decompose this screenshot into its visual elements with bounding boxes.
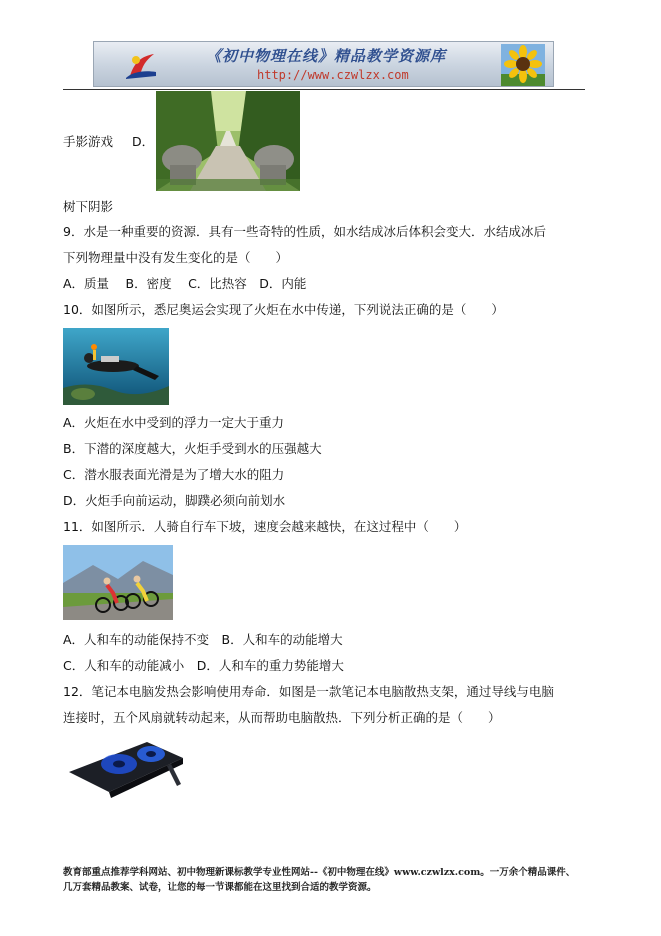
q10-stem: 10．如图所示，悉尼奥运会实现了火炬在水中传递，下列说法正确的是（ ） xyxy=(63,302,504,317)
laptop-cooling-pad-photo xyxy=(63,736,187,798)
footer-line-2: 几万套精品教案、试卷，让您的每一节课都能在这里找到合适的教学资源。 xyxy=(63,882,377,893)
tree-avenue-photo xyxy=(156,91,300,191)
sunflower-icon xyxy=(501,44,545,86)
q10-option-a: A．火炬在水中受到的浮力一定大于重力 xyxy=(63,415,285,430)
option-c-text: 手影游戏 xyxy=(63,134,114,149)
header-rule xyxy=(63,89,585,90)
czwlzx-logo-icon xyxy=(124,50,158,80)
option-d-letter: D． xyxy=(132,134,155,149)
q10-option-c: C．潜水服表面光滑是为了增大水的阻力 xyxy=(63,467,285,482)
banner-title: 《初中物理在线》精品教学资源库 xyxy=(206,47,447,65)
banner-url: http://www.czwlzx.com xyxy=(257,68,409,82)
q11-stem: 11．如图所示．人骑自行车下坡，速度会越来越快，在这过程中（ ） xyxy=(63,519,467,534)
page-footer xyxy=(63,865,603,895)
q9-options: A．质量 B．密度 C．比热容 D．内能 xyxy=(63,276,307,291)
q10-option-b: B．下潜的深度越大，火炬手受到水的压强越大 xyxy=(63,441,322,456)
option-d-caption: 树下阴影 xyxy=(63,199,114,214)
header-banner xyxy=(93,41,554,87)
q10-option-d: D．火炬手向前运动，脚蹼必须向前划水 xyxy=(63,493,286,508)
q12-line-1: 12．笔记本电脑发热会影响使用寿命．如图是一款笔记本电脑散热支架，通过导线与电脑 xyxy=(63,684,554,699)
cyclists-downhill-photo xyxy=(63,545,173,620)
q11-options-line-1: A．人和车的动能保持不变 B．人和车的动能增大 xyxy=(63,632,343,647)
q9-line-1: 9．水是一种重要的资源．具有一些奇特的性质，如水结成冰后体积会变大．水结成冰后 xyxy=(63,224,546,239)
q11-options-line-2: C．人和车的动能减小 D．人和车的重力势能增大 xyxy=(63,658,344,673)
q12-line-2: 连接时，五个风扇就转动起来，从而帮助电脑散热．下列分析正确的是（ ） xyxy=(63,710,501,725)
footer-line-1: 教育部重点推荐学科网站、初中物理新课标教学专业性网站--《初中物理在线》www.czwlzx.com。一万余个精品课件、 xyxy=(63,867,576,878)
q9-line-2: 下列物理量中没有发生变化的是（ ） xyxy=(63,250,289,265)
underwater-diver-photo xyxy=(63,328,169,405)
